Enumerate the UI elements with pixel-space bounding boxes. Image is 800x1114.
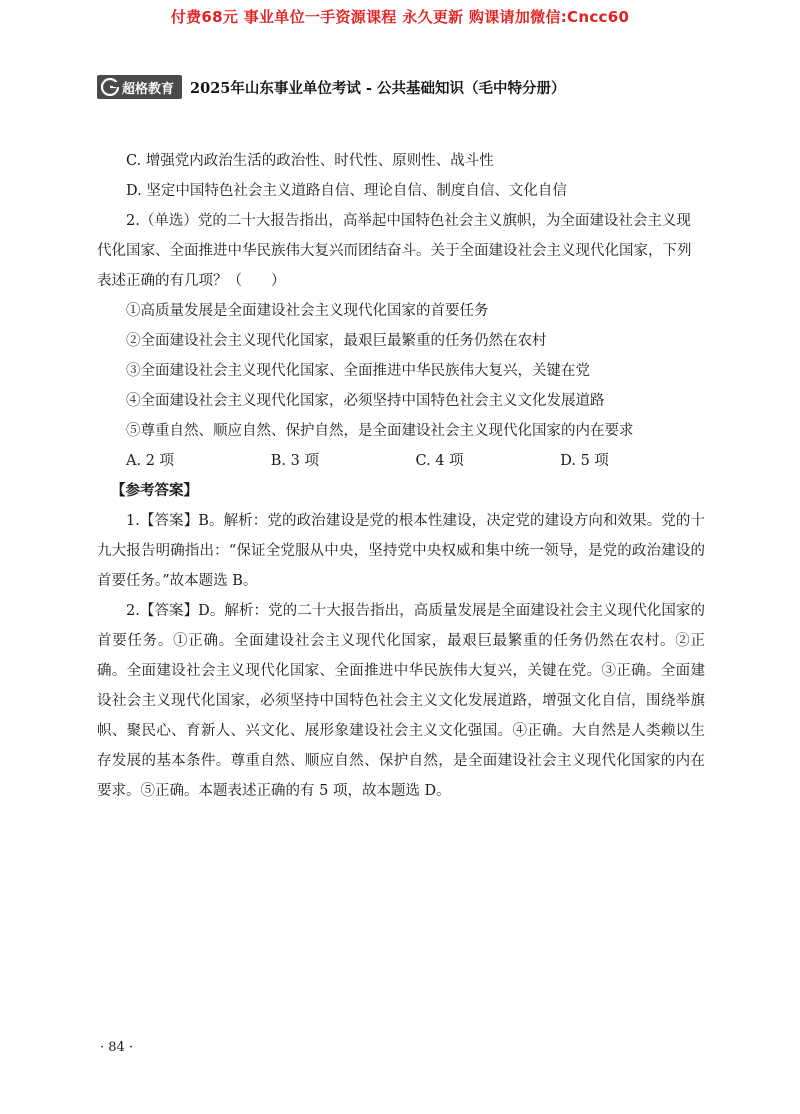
statement-1: ①高质量发展是全面建设社会主义现代化国家的首要任务 [126, 303, 489, 319]
brand-logo [97, 75, 182, 99]
statement-4: ④全面建设社会主义现代化国家，必须坚持中国特色社会主义文化发展道路 [126, 393, 605, 409]
statement-2: ②全面建设社会主义现代化国家，最艰巨最繁重的任务仍然在农村 [126, 333, 547, 349]
answer-options [97, 446, 705, 476]
document-title: 2025年山东事业单位考试 - 公共基础知识（毛中特分册） [190, 79, 566, 97]
statement-5: ⑤尊重自然、顺应自然、保护自然，是全面建设社会主义现代化国家的内在要求 [126, 423, 634, 439]
answer-1: 1.【答案】B。解析：党的政治建设是党的根本性建设，决定党的建设方向和效果。党的十九大报告明确指出：“保证全党服从中央，坚持党中央权威和集中统一领导，是党的政治建设的首要任务。”故本题选 B。 [97, 513, 705, 589]
question-2-line-1: 2.（单选）党的二十大报告指出，高举起中国特色社会主义旗帜，为全面建设社会主义现 [126, 213, 691, 229]
question-2-line-3: 表述正确的有几项？（ ） [97, 273, 286, 289]
option-b: B. 3 项 [270, 453, 319, 469]
page-content [97, 146, 705, 806]
brand-logo-text: 超格教育 [122, 81, 175, 97]
answer-2: 2.【答案】D。解析：党的二十大报告指出，高质量发展是全面建设社会主义现代化国家的首要任务。①正确。全面建设社会主义现代化国家，最艰巨最繁重的任务仍然在农村。②正确。全面建设社会主义现代化国家、全面推进中华民族伟大复兴，关键在党。③正确。全面建设社会主义现代化国家，必须坚持中国特色社会主义文化发展道路，增强文化自信，围绕举旗帜、聚民心、育新人、兴文化、展形象建设社会主义文化强国。④正确。大自然是人类赖以生存发展的基本条件。尊重自然、顺应自然、保护自然，是全面建设社会主义现代化国家的内在要求。⑤正确。本题表述正确的有 5 项，故本题选 D。 [97, 603, 705, 799]
statement-3: ③全面建设社会主义现代化国家、全面推进中华民族伟大复兴，关键在党 [126, 363, 590, 379]
page-header [97, 74, 565, 100]
question-2-line-2: 代化国家、全面推进中华民族伟大复兴而团结奋斗。关于全面建设社会主义现代化国家，下列 [97, 243, 692, 259]
option-c: C. 增强党内政治生活的政治性、时代性、原则性、战斗性 [126, 153, 494, 169]
answers-heading: 【参考答案】 [111, 482, 198, 499]
option-c-count: C. 4 项 [415, 453, 464, 469]
brand-g-icon [101, 78, 119, 96]
page-number: · 84 · [100, 1040, 134, 1055]
option-d-count: D. 5 项 [560, 453, 609, 469]
option-d: D. 坚定中国特色社会主义道路自信、理论自信、制度自信、文化自信 [126, 183, 567, 199]
promo-banner: 付费68元 事业单位一手资源课程 永久更新 购课请加微信:Cncc60 [170, 8, 630, 26]
option-a: A. 2 项 [126, 453, 175, 469]
